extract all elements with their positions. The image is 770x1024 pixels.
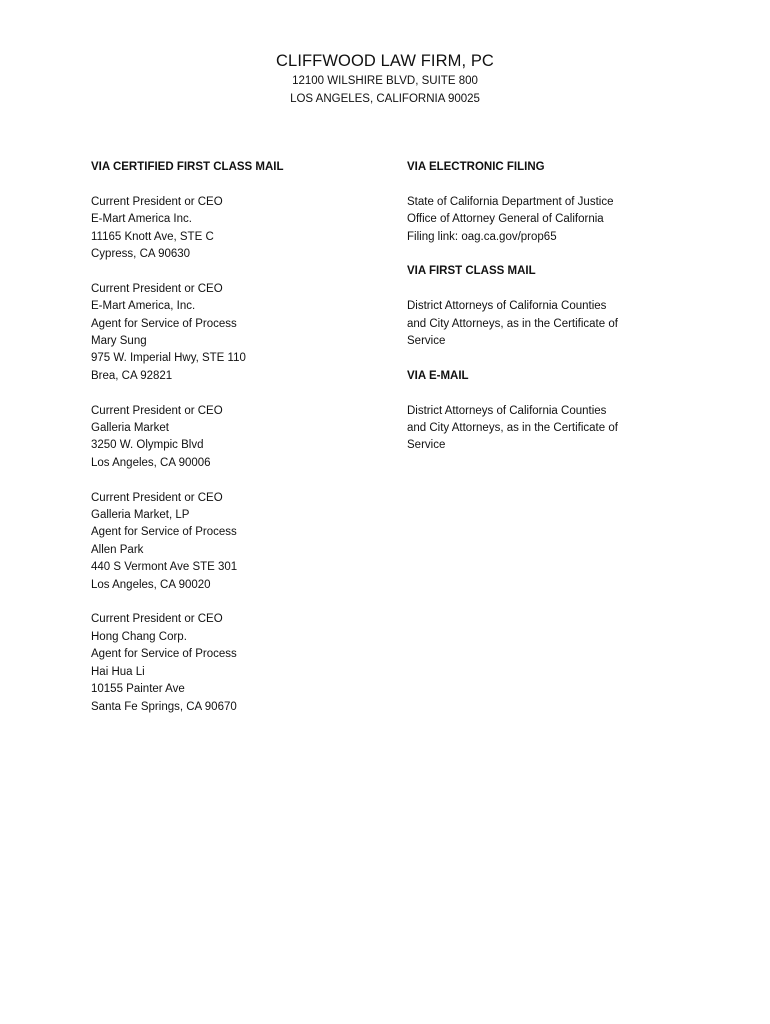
address-line: Service	[407, 334, 446, 347]
address-line: Allen Park	[91, 543, 144, 556]
address-line: Filing link: oag.ca.gov/prop65	[407, 230, 557, 243]
letterhead	[0, 50, 770, 108]
address-line: Current President or CEO	[91, 195, 223, 208]
recipient-address-block	[91, 490, 391, 594]
address-line: E-Mart America Inc.	[91, 213, 192, 226]
address-line: Current President or CEO	[91, 613, 223, 626]
service-methods-column	[407, 159, 737, 455]
first-class-mail-heading: VIA FIRST CLASS MAIL	[407, 265, 536, 278]
recipient-address-block	[91, 611, 391, 715]
address-line: Galleria Market	[91, 422, 169, 435]
address-line: District Attorneys of California Counties	[407, 404, 607, 417]
address-line: Current President or CEO	[91, 404, 223, 417]
address-line: Service	[407, 439, 446, 452]
firm-name: CLIFFWOOD LAW FIRM, PC	[276, 52, 494, 70]
address-line: State of California Department of Justice	[407, 195, 614, 208]
address-line: Office of Attorney General of California	[407, 213, 604, 226]
email-heading: VIA E-MAIL	[407, 369, 469, 382]
address-line: Brea, CA 92821	[91, 369, 173, 382]
address-line: E-Mart America, Inc.	[91, 300, 196, 313]
address-line: 440 S Vermont Ave STE 301	[91, 561, 238, 574]
address-line: Mary Sung	[91, 335, 147, 348]
address-line: 11165 Knott Ave, STE C	[91, 230, 214, 243]
first-class-mail-recipient	[407, 298, 737, 350]
address-line: Agent for Service of Process	[91, 317, 237, 330]
address-line: Current President or CEO	[91, 491, 223, 504]
address-line: Current President or CEO	[91, 282, 223, 295]
address-line: Los Angeles, CA 90006	[91, 456, 211, 469]
recipient-address-block	[91, 194, 391, 264]
address-line: and City Attorneys, as in the Certificate of	[407, 421, 618, 434]
certified-mail-recipients	[91, 194, 391, 716]
email-recipient	[407, 403, 737, 455]
electronic-filing-recipient	[407, 194, 737, 246]
address-line: Santa Fe Springs, CA 90670	[91, 700, 237, 713]
certified-mail-column	[91, 159, 391, 716]
address-line: Hong Chang Corp.	[91, 630, 187, 643]
firm-address-line-2: LOS ANGELES, CALIFORNIA 90025	[290, 93, 480, 105]
electronic-filing-heading: VIA ELECTRONIC FILING	[407, 161, 545, 173]
address-line: Agent for Service of Process	[91, 526, 237, 539]
address-line: 3250 W. Olympic Blvd	[91, 439, 204, 452]
address-line: Galleria Market, LP	[91, 509, 190, 522]
address-line: Cypress, CA 90630	[91, 248, 191, 260]
address-line: Los Angeles, CA 90020	[91, 578, 211, 591]
recipient-address-block	[91, 281, 391, 385]
address-line: and City Attorneys, as in the Certificate of	[407, 317, 618, 330]
recipient-address-block	[91, 403, 391, 473]
certified-mail-heading: VIA CERTIFIED FIRST CLASS MAIL	[91, 161, 284, 173]
address-line: Hai Hua Li	[91, 665, 145, 678]
address-line: 975 W. Imperial Hwy, STE 110	[91, 352, 246, 365]
address-line: District Attorneys of California Counties	[407, 300, 607, 313]
address-line: 10155 Painter Ave	[91, 683, 185, 696]
firm-address-line-1: 12100 WILSHIRE BLVD, SUITE 800	[292, 75, 478, 87]
address-line: Agent for Service of Process	[91, 648, 237, 661]
